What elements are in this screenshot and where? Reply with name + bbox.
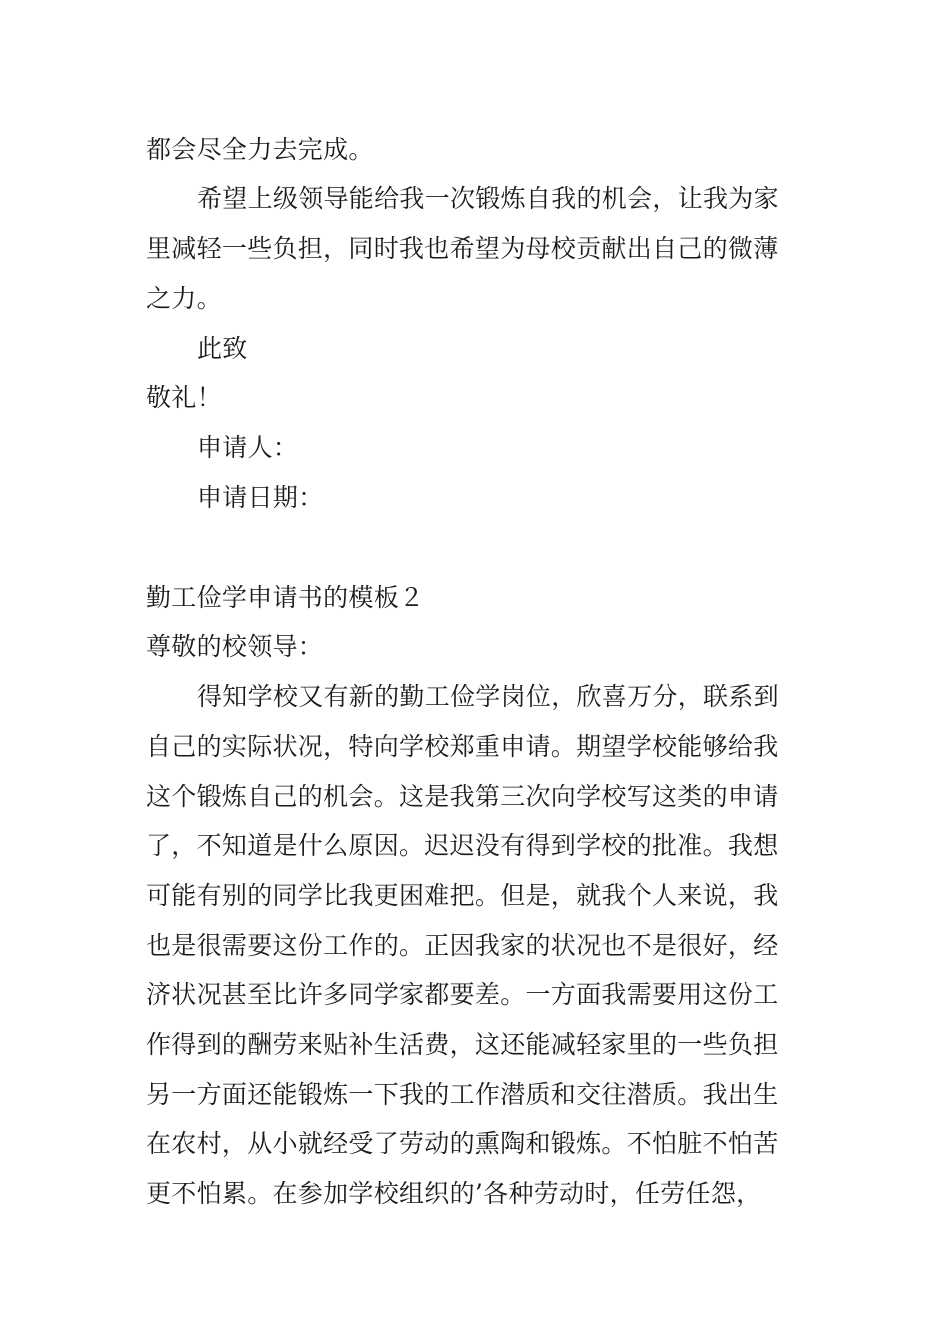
paragraph-line: 都会尽全力去完成。: [146, 135, 374, 164]
paragraph-line: 了，不知道是什么原因。迟迟没有得到学校的批准。我想: [146, 831, 779, 860]
paragraph-line: 希望上级领导能给我一次锻炼自我的机会，让我为家: [197, 184, 779, 213]
paragraph-line: 济状况甚至比许多同学家都要差。一方面我需要用这份工: [146, 980, 779, 1009]
paragraph-line: 另一方面还能锻炼一下我的工作潜质和交往潜质。我出生: [146, 1080, 779, 1109]
application-date-label: 申请日期：: [197, 483, 324, 512]
applicant-label: 申请人：: [197, 433, 299, 462]
section-title: 勤工俭学申请书的模板２: [146, 583, 425, 612]
closing-salute: 敬礼！: [146, 383, 222, 412]
paragraph-line: 得知学校又有新的勤工俭学岗位，欣喜万分，联系到: [197, 682, 779, 711]
paragraph-line: 作得到的酬劳来贴补生活费，这还能减轻家里的一些负担: [146, 1030, 779, 1059]
paragraph-line: 可能有别的同学比我更困难把。但是，就我个人来说，我: [146, 881, 779, 910]
paragraph-line: 在农村，从小就经受了劳动的熏陶和锻炼。不怕脏不怕苦: [146, 1129, 779, 1158]
salutation: 尊敬的校领导：: [146, 632, 324, 661]
closing-line: 此致: [197, 334, 248, 363]
paragraph-line: 更不怕累。在参加学校组织的’各种劳动时，任劳任怨，: [146, 1179, 762, 1208]
paragraph-line: 这个锻炼自己的机会。这是我第三次向学校写这类的申请: [146, 782, 779, 811]
paragraph-line: 之力。: [146, 284, 222, 313]
paragraph-line: 里减轻一些负担，同时我也希望为母校贡献出自己的微薄: [146, 234, 779, 263]
paragraph-line: 自己的实际状况，特向学校郑重申请。期望学校能够给我: [146, 732, 779, 761]
paragraph-line: 也是很需要这份工作的。正因我家的状况也不是很好，经: [146, 931, 779, 960]
